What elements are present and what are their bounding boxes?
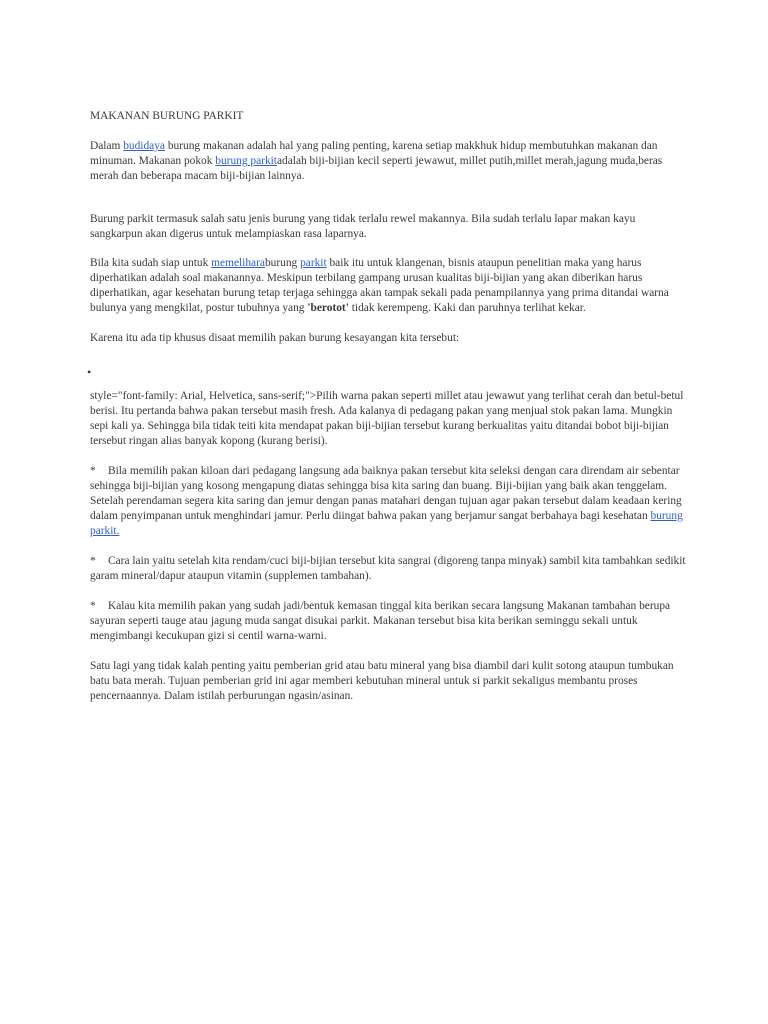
bullet-icon: • bbox=[87, 365, 92, 379]
text-segment: Bila kita sudah siap untuk bbox=[90, 257, 212, 269]
asterisk-marker bbox=[90, 554, 108, 569]
asterisk-icon: * bbox=[90, 600, 96, 612]
link-parkit[interactable]: parkit bbox=[300, 257, 327, 269]
bold-text: 'berotot' bbox=[307, 302, 349, 314]
document-body bbox=[87, 109, 690, 704]
link-budidaya[interactable]: budidaya bbox=[123, 140, 165, 152]
text-segment: Dalam bbox=[90, 140, 124, 152]
paragraph-tip-color: style="font-family: Arial, Helvetica, sans-serif;">Pilih warna pakan seperti millet atau jewawut yang terlihat cerah dan betul-betul berisi. Itu pertanda bahwa pakan tersebut masih fresh. Ada kalanya di pedagang pakan yang menjual stok pakan lama. Mungkin sepi kali ya. Sehingga bila tidak teiti kita mendapat pakan biji-bijian tersebut kurang berkualitas yaitu ditandai bobot biji-bijian tersebut ringan alias banyak kopong (kurang berisi). bbox=[90, 390, 684, 447]
paragraph-tip-roast bbox=[90, 554, 690, 584]
asterisk-icon: * bbox=[90, 555, 96, 567]
paragraph-tips-intro: Karena itu ada tip khusus disaat memilih pakan burung kesayangan kita tersebut: bbox=[90, 332, 460, 344]
link-burung-parkit-2[interactable]: burung parkit. bbox=[90, 510, 683, 537]
asterisk-marker bbox=[90, 599, 108, 614]
text-segment: Bila memilih pakan kiloan dari pedagang langsung ada baiknya pakan tersebut kita seleksi dengan cara direndam air sebentar sehingga biji-bijian yang kosong mengapung diatas sehingga bisa kita saring dan buang. Biji-bijian yang baik akan tenggelam. Setelah perendaman segera kita saring dan jemur dengan panas matahari dengan tujuan agar pakan tersebut dalam keadaan kering dalam penyimpanan untuk menghindari jamur. Perlu diingat bahwa pakan yang berjamur sangat berbahaya bagi kesehatan bbox=[90, 465, 682, 522]
link-burung-parkit[interactable]: burung parkit bbox=[215, 155, 277, 167]
empty-bullet-item bbox=[87, 359, 690, 389]
text-segment: Cara lain yaitu setelah kita rendam/cuci biji-bijian tersebut kita sangrai (digoreng tanpa minyak) sambil kita tambahkan sedikit garam mineral/dapur ataupun vitamin (supplemen tambahan). bbox=[90, 555, 686, 582]
document-title: MAKANAN BURUNG PARKIT bbox=[90, 110, 244, 122]
link-memelihara[interactable]: memelihara bbox=[211, 257, 265, 269]
paragraph-tip-soak bbox=[90, 464, 690, 539]
asterisk-icon: * bbox=[90, 465, 96, 477]
text-segment: burung makanan adalah hal yang paling penting, karena setiap makkhuk hidup membutuhkan makanan dan minuman. Makanan pokok bbox=[90, 140, 658, 167]
text-segment: burung bbox=[264, 257, 301, 269]
paragraph-intro bbox=[90, 139, 690, 184]
paragraph-appetite: Burung parkit termasuk salah satu jenis burung yang tidak terlalu rewel makannya. Bila sudah terlalu lapar makan kayu sangkarpun akan digerus untuk melampiaskan rasa laparnya. bbox=[90, 213, 636, 240]
paragraph-tip-packaged bbox=[90, 599, 690, 644]
paragraph-mineral: Satu lagi yang tidak kalah penting yaitu pemberian grid atau batu mineral yang bisa diambil dari kulit sotong ataupun tumbukan batu bata merah. Tujuan pemberian grid ini agar memberi kebutuhan mineral untuk si parkit sekaligus membantu proses pencernaannya. Dalam istilah perburungan ngasin/asinan. bbox=[90, 660, 674, 702]
text-segment: baik itu untuk klangenan, bisnis ataupun penelitian maka yang harus diperhatikan adalah soal makanannya. Meskipun terbilang gampang urusan kualitas biji-bijian yang akan diberikan harus diperhatikan, agar kesehatan burung tetap terjaga sehingga akan tampak sekali pada penampilannya yang prima ditandai warna bulunya yang mengkilat, postur tubuhnya yang bbox=[90, 257, 669, 314]
text-segment: adalah biji-bijian kecil seperti jewawut, millet putih,millet merah,jagung muda,beras merah dan beberapa macam biji-bijian lainnya. bbox=[90, 155, 663, 182]
asterisk-marker bbox=[90, 464, 108, 479]
text-segment: Kalau kita memilih pakan yang sudah jadi/bentuk kemasan tinggal kita berikan secara langsung Makanan tambahan berupa sayuran seperti tauge atau jagung muda sangat disukai parkit. Makanan tersebut bisa kita berikan seminggu sekali untuk mengimbangi kecukupan gizi si centil warna-warni. bbox=[90, 600, 671, 642]
text-segment: tidak kerempeng. Kaki dan paruhnya terlihat kekar. bbox=[348, 302, 586, 314]
paragraph-care bbox=[90, 256, 690, 316]
